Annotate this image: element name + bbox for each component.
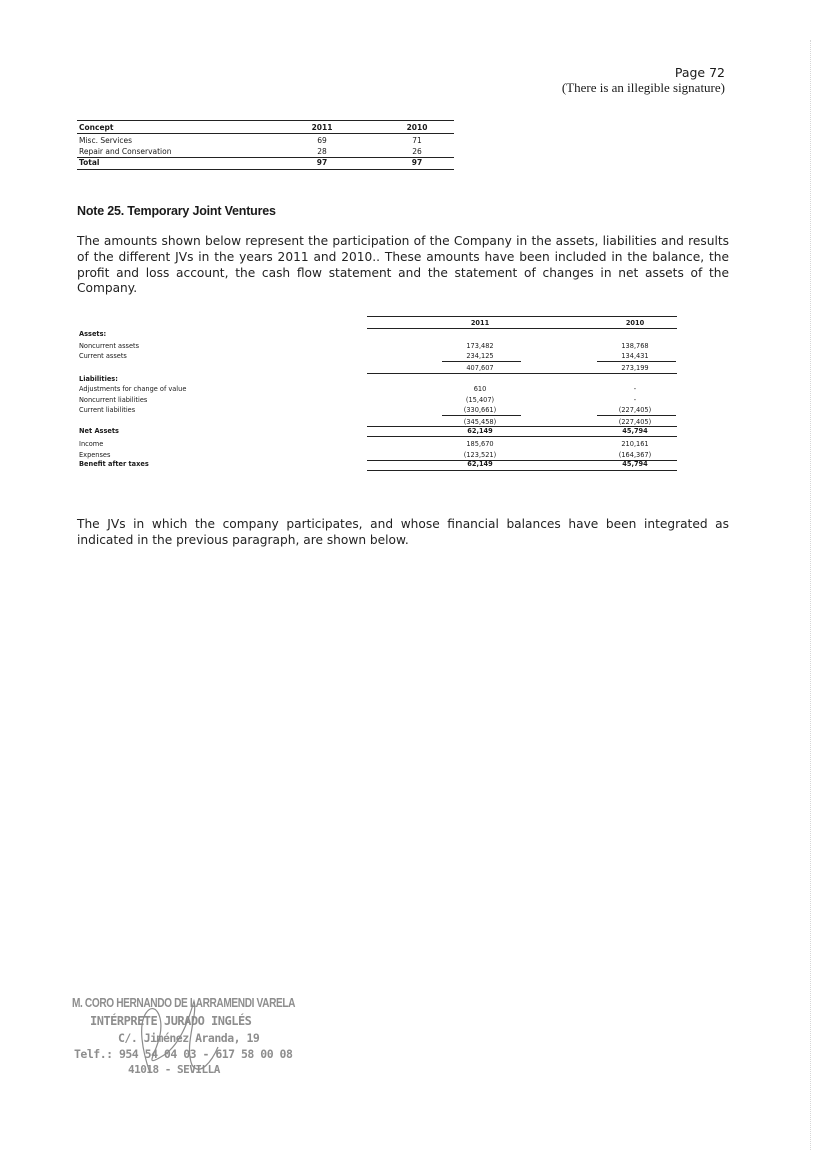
table-cell: 97 xyxy=(411,158,423,167)
table-cell: 28 xyxy=(317,147,327,156)
stamp-phone: Telf.: 954 54 04 03 - 617 58 00 08 xyxy=(74,1047,293,1061)
signature-scribble xyxy=(72,995,302,1080)
table-cell: Total xyxy=(79,158,100,167)
table-row xyxy=(77,459,648,469)
scan-margin xyxy=(810,40,812,1150)
services-table xyxy=(77,120,454,168)
table-row xyxy=(77,439,649,449)
liabilities-label: Liabilities: xyxy=(79,375,118,383)
table-cell: Repair and Conservation xyxy=(79,147,172,156)
section-label xyxy=(77,374,607,384)
column-header: 2011 xyxy=(470,319,490,327)
column-header: 2010 xyxy=(406,123,428,132)
page-number: Page 72 xyxy=(674,65,725,80)
table-row xyxy=(77,426,648,436)
translator-stamp xyxy=(72,995,302,1080)
table-cell: Expenses xyxy=(79,451,111,459)
table-row xyxy=(77,341,649,351)
table-cell: - xyxy=(633,385,637,393)
table-cell: Noncurrent assets xyxy=(79,342,140,350)
table-row xyxy=(77,384,637,394)
table-row xyxy=(77,135,454,146)
table-cell: Misc. Services xyxy=(79,136,132,145)
column-header: 2010 xyxy=(625,319,645,327)
table-cell: (227,405) xyxy=(618,418,652,426)
table-cell: Current liabilities xyxy=(79,406,136,414)
table-total-row xyxy=(77,157,454,168)
table-cell: 234,125 xyxy=(466,352,494,360)
table-cell: 210,161 xyxy=(621,440,649,448)
table-cell: (330,661) xyxy=(463,406,497,414)
table-cell: 407,607 xyxy=(466,364,494,372)
stamp-city: 41018 - SEVILLA xyxy=(128,1063,220,1076)
column-header: Concept xyxy=(79,123,114,132)
table-cell: Current assets xyxy=(79,352,127,360)
table-cell: 610 xyxy=(473,385,487,393)
table-cell: 134,431 xyxy=(621,352,649,360)
table-cell: 185,670 xyxy=(466,440,494,448)
table-cell: (164,367) xyxy=(618,451,652,459)
table-cell: (227,405) xyxy=(618,406,652,414)
table-cell: Adjustments for change of value xyxy=(79,385,187,393)
table-row xyxy=(77,351,649,361)
table-cell: 173,482 xyxy=(466,342,494,350)
table-cell: (345,458) xyxy=(463,418,497,426)
assets-label: Assets: xyxy=(79,330,107,338)
table-cell: 45,794 xyxy=(622,427,648,435)
table-row xyxy=(77,405,652,415)
table-cell: 71 xyxy=(412,136,422,145)
intro-paragraph: The amounts shown below represent the participation of the Company in the assets, liabilities and results of the different JVs in the years 2011 and 2010.. These amounts have been included in the balance, the profit and loss account, the cash flow statement and the statement of changes in net assets of the Company. xyxy=(77,234,729,296)
table-cell: (123,521) xyxy=(463,451,497,459)
followup-paragraph: The JVs in which the company participates, and whose financial balances have been integrated as indicated in the previous paragraph, are shown below. xyxy=(77,517,729,547)
column-header: 2011 xyxy=(311,123,333,132)
table-cell: 62,149 xyxy=(467,460,493,468)
table-header-row xyxy=(77,122,454,133)
table-cell: (15,407) xyxy=(465,396,495,404)
table-cell: 97 xyxy=(316,158,328,167)
table-cell: 138,768 xyxy=(621,342,649,350)
table-subtotal-row xyxy=(77,363,649,373)
section-label xyxy=(77,329,607,339)
table-header-row xyxy=(77,318,645,328)
table-row xyxy=(77,146,454,157)
stamp-name: M. CORO HERNANDO DE LARRAMENDI VARELA xyxy=(72,995,296,1010)
signature-note: (There is an illegible signature) xyxy=(561,80,725,95)
table-cell: 26 xyxy=(412,147,422,156)
table-cell: 273,199 xyxy=(621,364,649,372)
table-cell: - xyxy=(633,396,637,404)
stamp-title: INTÉRPRETE JURADO INGLÉS xyxy=(90,1014,252,1028)
table-cell: Net Assets xyxy=(79,427,119,435)
table-cell: Noncurrent liabilities xyxy=(79,396,148,404)
table-cell: 62,149 xyxy=(467,427,493,435)
table-cell: Benefit after taxes xyxy=(79,460,149,468)
stamp-address: C/. Jiménez Aranda, 19 xyxy=(118,1031,260,1045)
table-cell: 45,794 xyxy=(622,460,648,468)
table-row xyxy=(77,395,637,405)
table-cell: Income xyxy=(79,440,104,448)
table-cell: 69 xyxy=(317,136,327,145)
note-heading: Note 25. Temporary Joint Ventures xyxy=(77,204,276,218)
